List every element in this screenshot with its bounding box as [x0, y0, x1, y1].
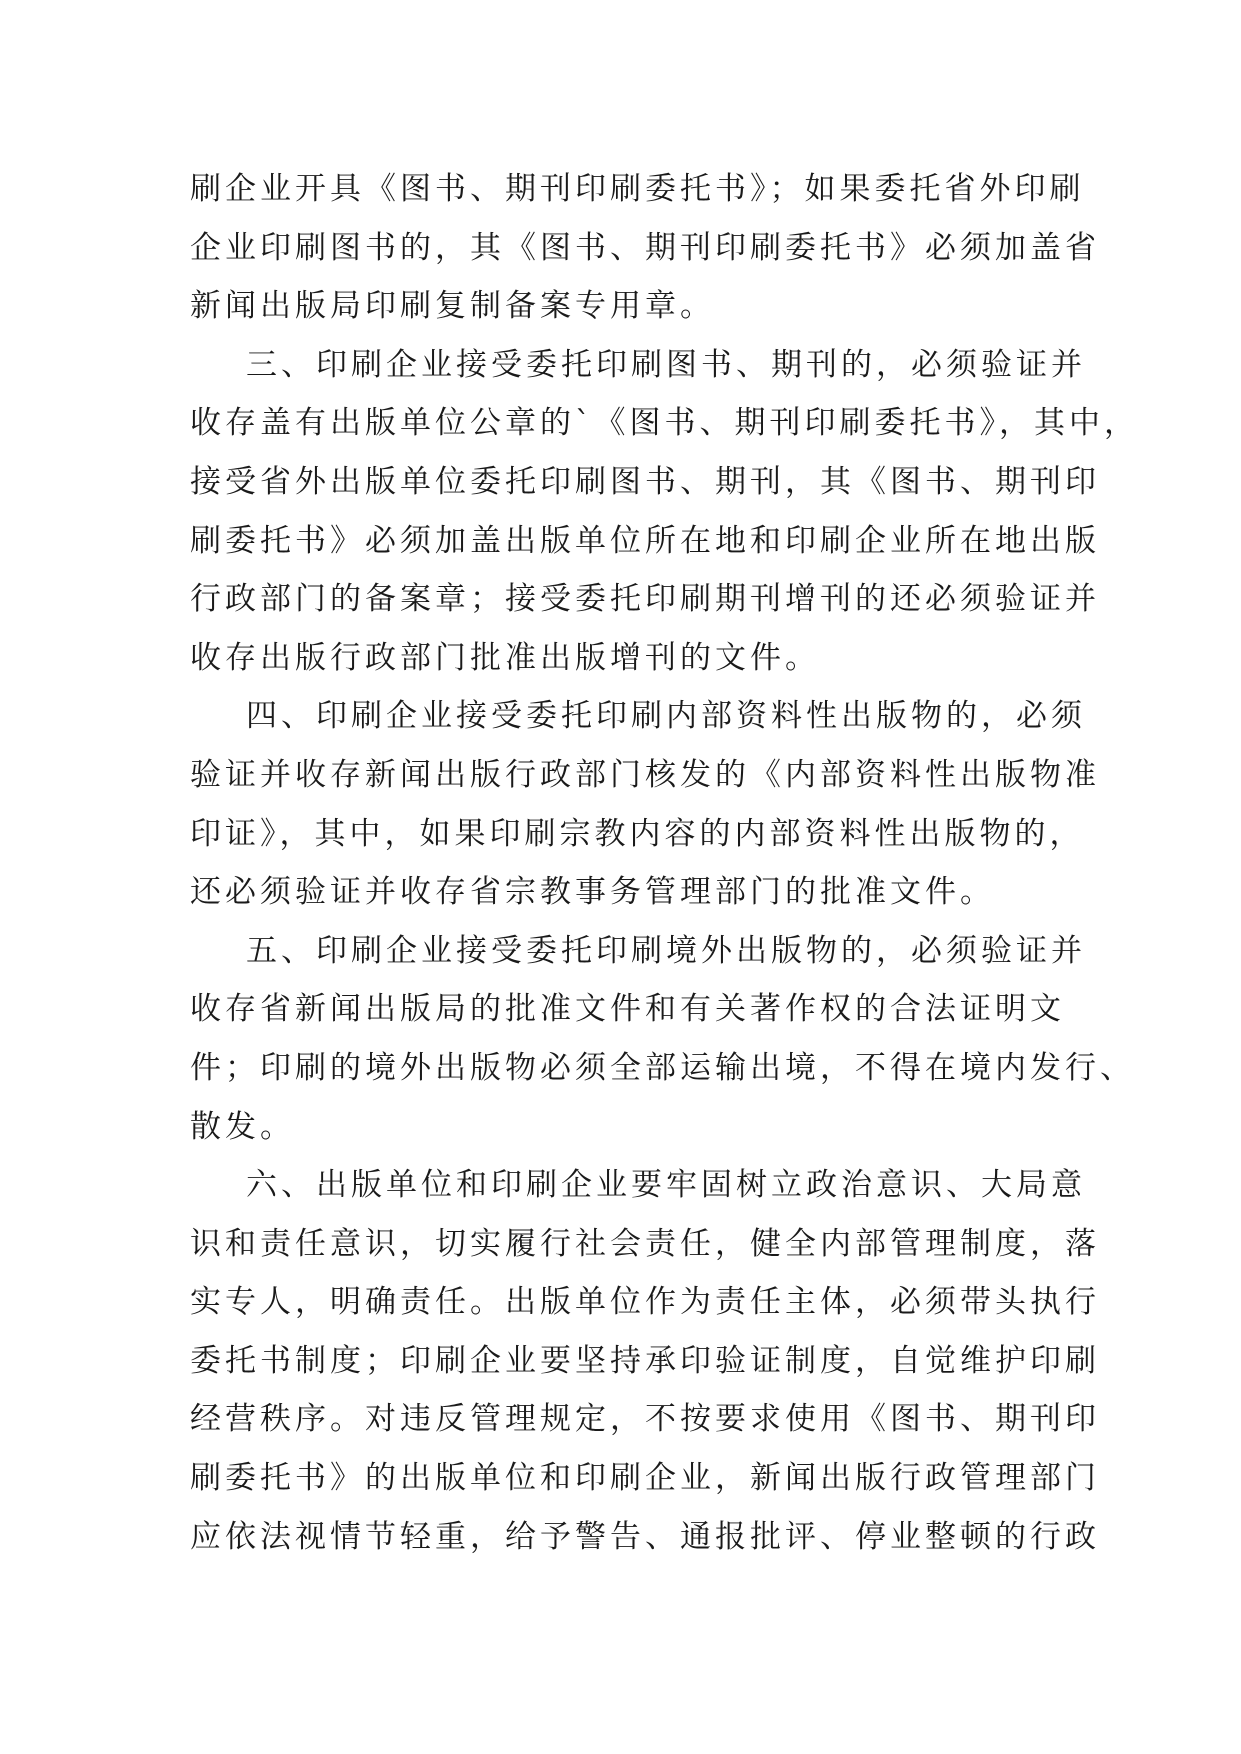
text-line: 刷企业开具《图书、期刊印刷委托书》；如果委托省外印刷 [190, 171, 1085, 207]
text-line: 六、出版单位和印刷企业要牢固树立政治意识、大局意 [246, 1167, 1086, 1204]
text-line: 委托书制度；印刷企业要坚持承印验证制度，自觉维护印刷 [190, 1342, 1100, 1379]
text-line: 验证并收存新闻出版行政部门核发的《内部资料性出版物准 [190, 756, 1100, 793]
text-line: 刷委托书》必须加盖出版单位所在地和印刷企业所在地出版 [190, 522, 1100, 559]
text-line: 企业印刷图书的，其《图书、期刊印刷委托书》必须加盖省 [190, 229, 1100, 266]
text-line: 经营秩序。对违反管理规定，不按要求使用《图书、期刊印 [190, 1401, 1100, 1438]
text-line: 三、印刷企业接受委托印刷图书、期刊的，必须验证并 [246, 346, 1086, 383]
text-line: 接受省外出版单位委托印刷图书、期刊，其《图书、期刊印 [190, 463, 1100, 500]
text-line: 五、印刷企业接受委托印刷境外出版物的，必须验证并 [246, 932, 1086, 969]
text-line: 收存盖有出版单位公章的`《图书、期刊印刷委托书》，其中， [190, 405, 1139, 442]
text-line: 四、印刷企业接受委托印刷内部资料性出版物的，必须 [246, 698, 1086, 735]
text-line: 行政部门的备案章；接受委托印刷期刊增刊的还必须验证并 [190, 581, 1100, 618]
text-line: 实专人，明确责任。出版单位作为责任主体，必须带头执行 [190, 1284, 1100, 1321]
body-text [190, 160, 1139, 1566]
text-line: 识和责任意识，切实履行社会责任，健全内部管理制度，落 [190, 1225, 1100, 1262]
text-line: 印证》，其中，如果印刷宗教内容的内部资料性出版物的， [190, 815, 1085, 852]
text-line: 刷委托书》的出版单位和印刷企业，新闻出版行政管理部门 [190, 1460, 1100, 1497]
text-line: 应依法视情节轻重，给予警告、通报批评、停业整顿的行政 [190, 1518, 1100, 1555]
text-line: 散发。 [190, 1108, 295, 1145]
text-line: 收存省新闻出版局的批准文件和有关著作权的合法证明文 [190, 991, 1065, 1028]
text-line: 件；印刷的境外出版物必须全部运输出境，不得在境内发行、 [190, 1049, 1135, 1086]
text-line: 新闻出版局印刷复制备案专用章。 [190, 288, 715, 325]
text-line: 还必须验证并收存省宗教事务管理部门的批准文件。 [190, 874, 995, 911]
text-line: 收存出版行政部门批准出版增刊的文件。 [190, 639, 820, 676]
